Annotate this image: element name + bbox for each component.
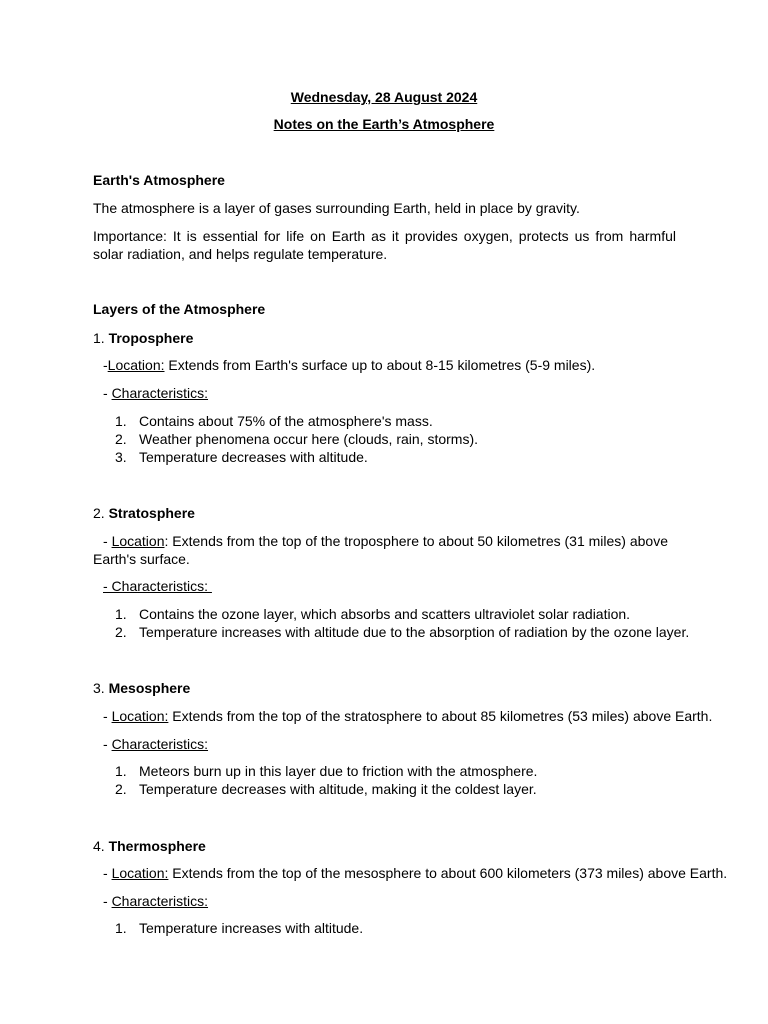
layer-mesosphere-characteristics [93,735,676,753]
location-text: Extends from Earth's surface up to about 8-15 kilometres (5-9 miles). [164,357,596,373]
location-text: : Extends from the top of the troposphere to about 50 kilometres (31 miles) above Earth's surface. [93,533,668,567]
layer-name: Stratosphere [108,505,195,521]
char-label: Characteristics: [111,736,209,752]
layer-thermosphere-heading [93,837,676,855]
layer-number: 1. [93,330,105,346]
location-label: Location [111,533,165,549]
location-prefix: - [103,357,108,373]
char-prefix: - [103,893,112,909]
location-prefix: - [103,708,112,724]
location-label: Location: [107,357,165,373]
layer-mesosphere-location [93,707,713,725]
location-text: Extends from the top of the mesosphere to about 600 kilometers (373 miles) above Earth. [168,865,728,881]
layer-name: Troposphere [108,330,194,346]
list-item-number: 1. [115,763,127,779]
list-item-text: Temperature increases with altitude due to the absorption of radiation by the ozone layer. [139,624,690,640]
list-item [93,762,676,780]
list-item [93,605,676,623]
layer-stratosphere-heading [93,504,676,522]
layer-troposphere-location [93,356,676,374]
char-label: - Characteristics: [103,578,212,594]
document-title: Notes on the Earth’s Atmosphere [273,116,495,132]
char-label: Characteristics: [111,385,209,401]
list-item-number: 1. [115,920,127,936]
intro-importance: Importance: It is essential for life on Earth as it provides oxygen, protects us from harmful solar radiation, and helps regulate temperature. [93,228,676,262]
intro-definition: The atmosphere is a layer of gases surrounding Earth, held in place by gravity. [93,200,580,216]
troposphere-characteristics-list [93,412,676,466]
list-item-number: 2. [115,431,127,447]
layers-heading: Layers of the Atmosphere [93,301,266,317]
list-item-number: 3. [115,449,127,465]
document-date: Wednesday, 28 August 2024 [290,89,478,105]
list-item [93,919,676,937]
list-item [93,412,676,430]
stratosphere-characteristics-list [93,605,690,641]
mesosphere-characteristics-list [93,762,676,798]
char-label: Characteristics: [111,893,209,909]
location-text: Extends from the top of the stratosphere to about 85 kilometres (53 miles) above Earth. [168,708,713,724]
list-item [93,430,676,448]
list-item [93,780,676,798]
layer-stratosphere-location [93,532,676,568]
list-item-number: 2. [115,781,127,797]
intro-heading: Earth's Atmosphere [93,172,225,188]
layer-stratosphere-characteristics [93,577,676,595]
char-prefix: - [103,385,112,401]
layer-thermosphere-location [93,864,728,882]
list-item-text: Contains the ozone layer, which absorbs and scatters ultraviolet solar radiation. [139,606,631,622]
list-item-text: Temperature decreases with altitude, making it the coldest layer. [139,781,537,797]
location-prefix: - [103,533,112,549]
layer-number: 2. [93,505,105,521]
location-label: Location: [111,865,169,881]
list-item-text: Temperature increases with altitude. [139,920,364,936]
layer-troposphere-heading [93,329,676,347]
layer-troposphere-characteristics [93,384,676,402]
list-item-text: Meteors burn up in this layer due to friction with the atmosphere. [139,763,538,779]
location-prefix: - [103,865,112,881]
thermosphere-characteristics-list [93,919,676,937]
list-item-number: 2. [115,624,127,640]
list-item-text: Temperature decreases with altitude. [139,449,368,465]
layer-mesosphere-heading [93,679,676,697]
list-item-number: 1. [115,606,127,622]
layer-name: Mesosphere [108,680,191,696]
layer-name: Thermosphere [108,838,206,854]
list-item-text: Weather phenomena occur here (clouds, rain, storms). [139,431,479,447]
layer-number: 3. [93,680,105,696]
list-item-number: 1. [115,413,127,429]
list-item-text: Contains about 75% of the atmosphere's mass. [139,413,433,429]
layer-thermosphere-characteristics [93,892,676,910]
list-item [93,623,690,641]
location-label: Location: [111,708,169,724]
char-prefix: - [103,736,112,752]
layer-number: 4. [93,838,105,854]
list-item [93,448,676,466]
